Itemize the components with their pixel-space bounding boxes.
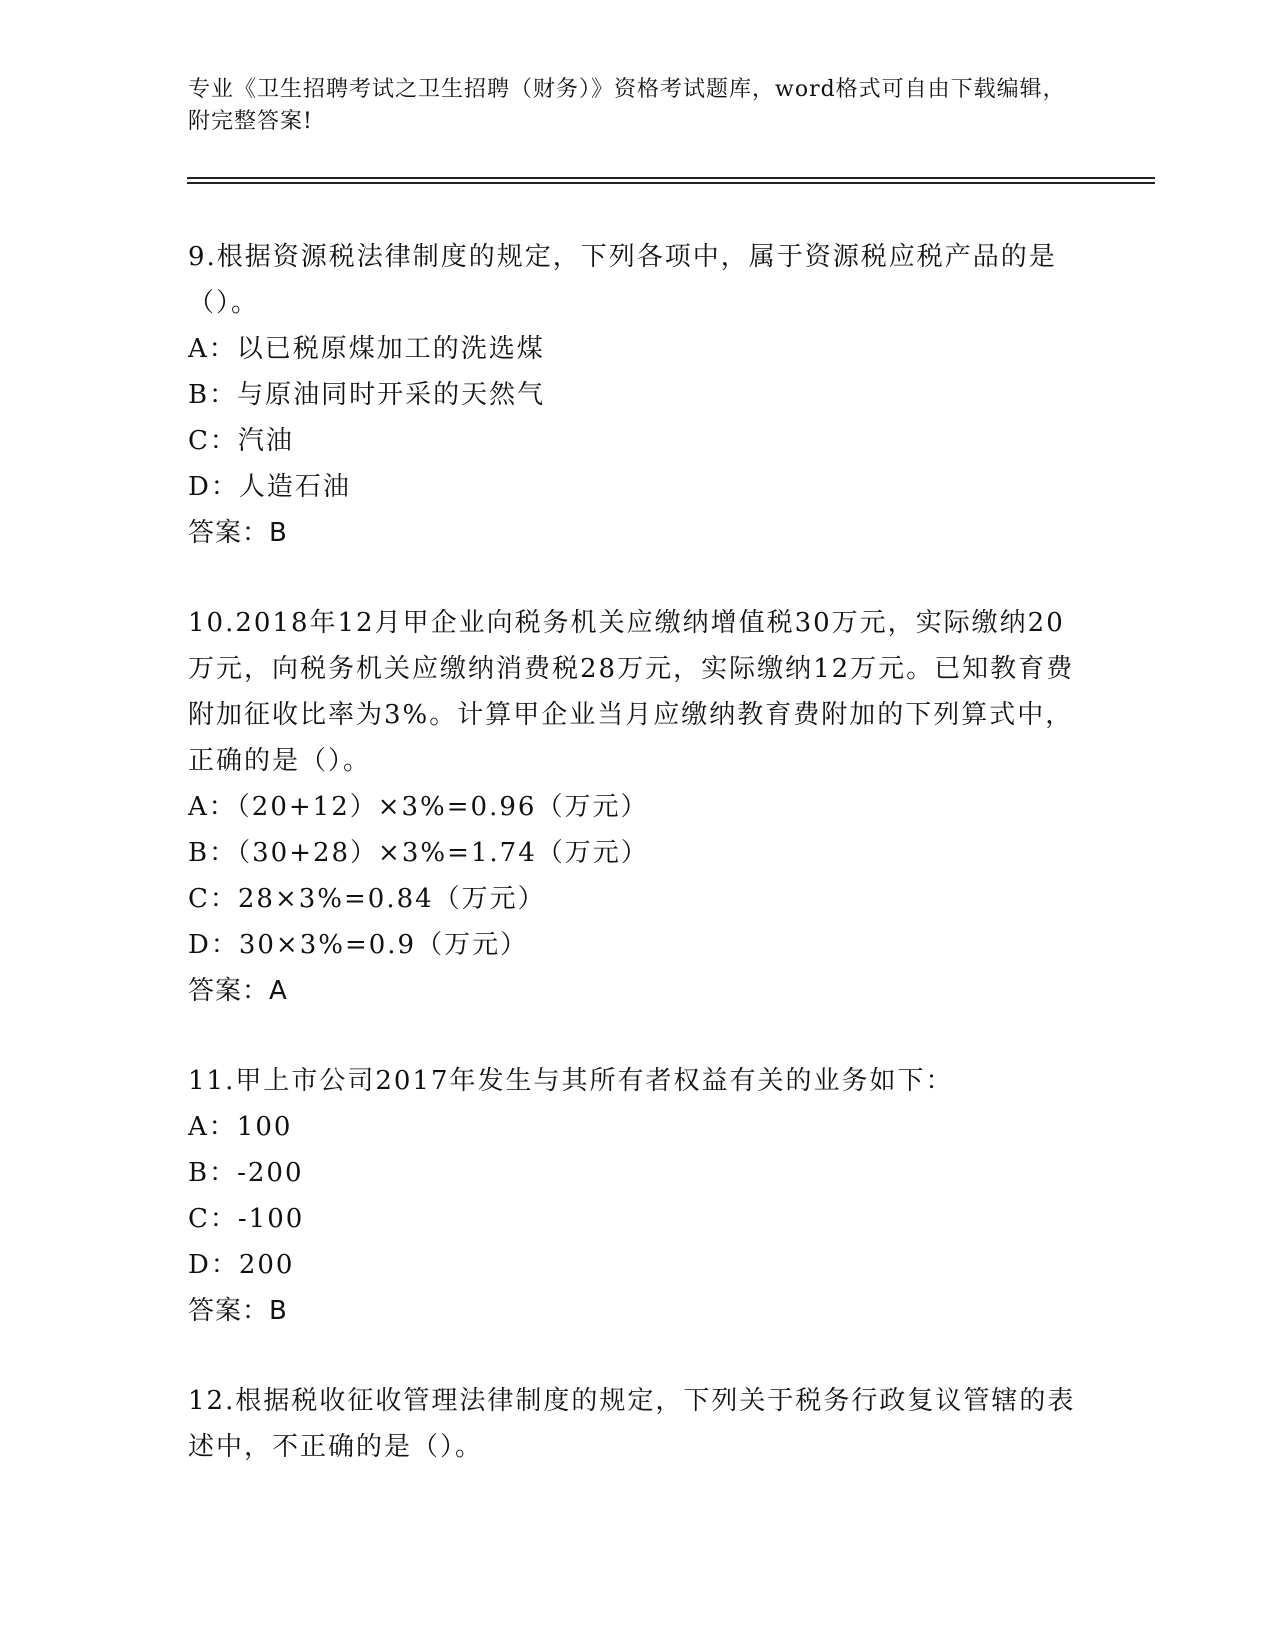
option-a: A：以已税原煤加工的洗选煤 (188, 334, 545, 364)
option-b: B：与原油同时开采的天然气 (188, 380, 546, 410)
document-header: 专业《卫生招聘考试之卫生招聘（财务）》资格考试题库，word格式可自由下载编辑，附完整答案! (188, 77, 1066, 134)
option-b: B：-200 (188, 1158, 304, 1188)
question-stem: 11.甲上市公司2017年发生与其所有者权益有关的业务如下： (188, 1066, 954, 1096)
option-d: D：200 (188, 1250, 295, 1280)
option-a: A：（20+12）×3%=0.96（万元） (188, 792, 649, 822)
option-c: C：汽油 (188, 426, 294, 456)
question-10 (188, 600, 1088, 1014)
answer: 答案：B (188, 1296, 288, 1326)
option-c: C：-100 (188, 1204, 305, 1234)
option-d: D：人造石油 (188, 472, 351, 502)
header-divider-top (187, 177, 1155, 179)
question-stem: 12.根据税收征收管理法律制度的规定，下列关于税务行政复议管辖的表述中，不正确的是（）。 (188, 1386, 1076, 1462)
question-12 (188, 1378, 1088, 1470)
answer: 答案：A (188, 976, 288, 1006)
question-11 (188, 1058, 1088, 1334)
question-stem: 9.根据资源税法律制度的规定，下列各项中，属于资源税应税产品的是（）。 (188, 242, 1057, 318)
option-d: D：30×3%=0.9（万元） (188, 930, 529, 960)
question-stem: 10.2018年12月甲企业向税务机关应缴纳增值税30万元，实际缴纳20万元，向税务机关应缴纳消费税28万元，实际缴纳12万元。已知教育费附加征收比率为3%。计算甲企业当月应缴纳教育费附加的下列算式中，正确的是（）。 (188, 608, 1075, 776)
answer: 答案：B (188, 518, 288, 548)
option-b: B：（30+28）×3%=1.74（万元） (188, 838, 649, 868)
question-9 (188, 234, 1088, 556)
header-divider-bottom (187, 182, 1155, 184)
option-a: A：100 (188, 1112, 293, 1142)
option-c: C：28×3%=0.84（万元） (188, 884, 546, 914)
